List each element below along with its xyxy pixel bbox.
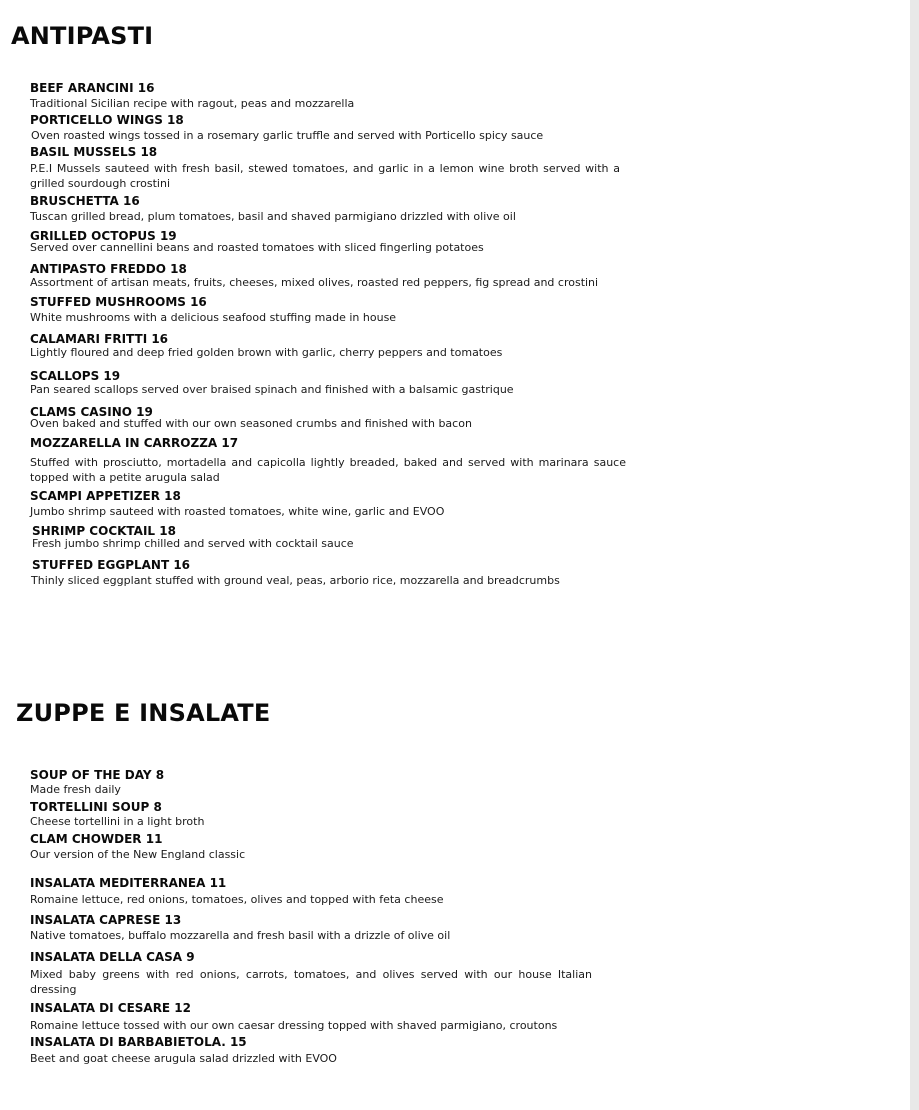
menu-item-name: PORTICELLO WINGS 18 — [30, 113, 184, 127]
menu-item-description: Cheese tortellini in a light broth — [30, 815, 205, 828]
menu-item-description: Thinly sliced eggplant stuffed with ground veal, peas, arborio rice, mozzarella and breadcrumbs — [31, 574, 560, 587]
menu-item-name: SCAMPI APPETIZER 18 — [30, 489, 181, 503]
menu-item-description: Assortment of artisan meats, fruits, cheeses, mixed olives, roasted red peppers, fig spread and crostini — [30, 276, 599, 289]
menu-item-description: Served over cannellini beans and roasted tomatoes with sliced fingerling potatoes — [30, 241, 484, 254]
menu-item-name: TORTELLINI SOUP 8 — [30, 800, 162, 814]
menu-item-description: P.E.I Mussels sauteed with fresh basil, stewed tomatoes, and garlic in a lemon wine broth served with a grilled sourdough crostini — [30, 162, 620, 190]
menu-item-name: INSALATA DI CESARE 12 — [30, 1001, 192, 1015]
menu-item-description: Oven roasted wings tossed in a rosemary garlic truffle and served with Porticello spicy sauce — [31, 129, 544, 142]
section-title-zuppe-e-insalate: ZUPPE E INSALATE — [16, 699, 271, 727]
menu-item-description: Beet and goat cheese arugula salad drizzled with EVOO — [30, 1052, 337, 1065]
menu-item-description: Pan seared scallops served over braised spinach and finished with a balsamic gastrique — [30, 383, 514, 396]
menu-item-description: Lightly floured and deep fried golden brown with garlic, cherry peppers and tomatoes — [30, 346, 503, 359]
menu-item-description: Fresh jumbo shrimp chilled and served with cocktail sauce — [32, 537, 354, 550]
menu-item-name: STUFFED MUSHROOMS 16 — [30, 295, 207, 309]
menu-item-description: Romaine lettuce tossed with our own caesar dressing topped with shaved parmigiano, croutons — [30, 1019, 558, 1032]
menu-item-name: SHRIMP COCKTAIL 18 — [32, 524, 176, 538]
menu-item-name: ANTIPASTO FREDDO 18 — [30, 262, 187, 276]
menu-item-description: Our version of the New England classic — [30, 848, 246, 861]
section-title-antipasti: ANTIPASTI — [11, 22, 154, 50]
scrollbar-track[interactable] — [910, 0, 919, 1110]
menu-item-name: MOZZARELLA IN CARROZZA 17 — [30, 436, 239, 450]
menu-item-name: CLAMS CASINO 19 — [30, 405, 153, 419]
menu-item-description: Made fresh daily — [30, 783, 121, 796]
menu-item-name: BASIL MUSSELS 18 — [30, 145, 158, 159]
menu-item-description: Stuffed with prosciutto, mortadella and capicolla lightly breaded, baked and served with marinara sauce topped with a petite arugula salad — [30, 456, 626, 484]
menu-item-description: Oven baked and stuffed with our own seasoned crumbs and finished with bacon — [30, 417, 472, 430]
menu-item-description: Traditional Sicilian recipe with ragout, peas and mozzarella — [30, 97, 355, 110]
menu-item-description: Romaine lettuce, red onions, tomatoes, olives and topped with feta cheese — [30, 893, 444, 906]
menu-item-name: STUFFED EGGPLANT 16 — [32, 558, 191, 572]
menu-item-description: Jumbo shrimp sauteed with roasted tomatoes, white wine, garlic and EVOO — [30, 505, 445, 518]
menu-item-description: Tuscan grilled bread, plum tomatoes, basil and shaved parmigiano drizzled with olive oil — [30, 210, 516, 223]
menu-item-name: CLAM CHOWDER 11 — [30, 832, 163, 846]
menu-item-name: INSALATA DI BARBABIETOLA. 15 — [30, 1035, 247, 1049]
menu-item-name: CALAMARI FRITTI 16 — [30, 332, 169, 346]
menu-item-name: SCALLOPS 19 — [30, 369, 121, 383]
menu-item-name: GRILLED OCTOPUS 19 — [30, 229, 177, 243]
menu-item-description: Native tomatoes, buffalo mozzarella and fresh basil with a drizzle of olive oil — [30, 929, 451, 942]
menu-item-description: Mixed baby greens with red onions, carrots, tomatoes, and olives served with our house Italian dressing — [30, 968, 592, 996]
menu-item-name: SOUP OF THE DAY 8 — [30, 768, 165, 782]
menu-item-name: INSALATA CAPRESE 13 — [30, 913, 182, 927]
menu-item-description: White mushrooms with a delicious seafood stuffing made in house — [30, 311, 397, 324]
menu-item-name: INSALATA DELLA CASA 9 — [30, 950, 195, 964]
menu-item-name: BRUSCHETTA 16 — [30, 194, 140, 208]
menu-item-name: BEEF ARANCINI 16 — [30, 81, 155, 95]
menu-item-name: INSALATA MEDITERRANEA 11 — [30, 876, 227, 890]
